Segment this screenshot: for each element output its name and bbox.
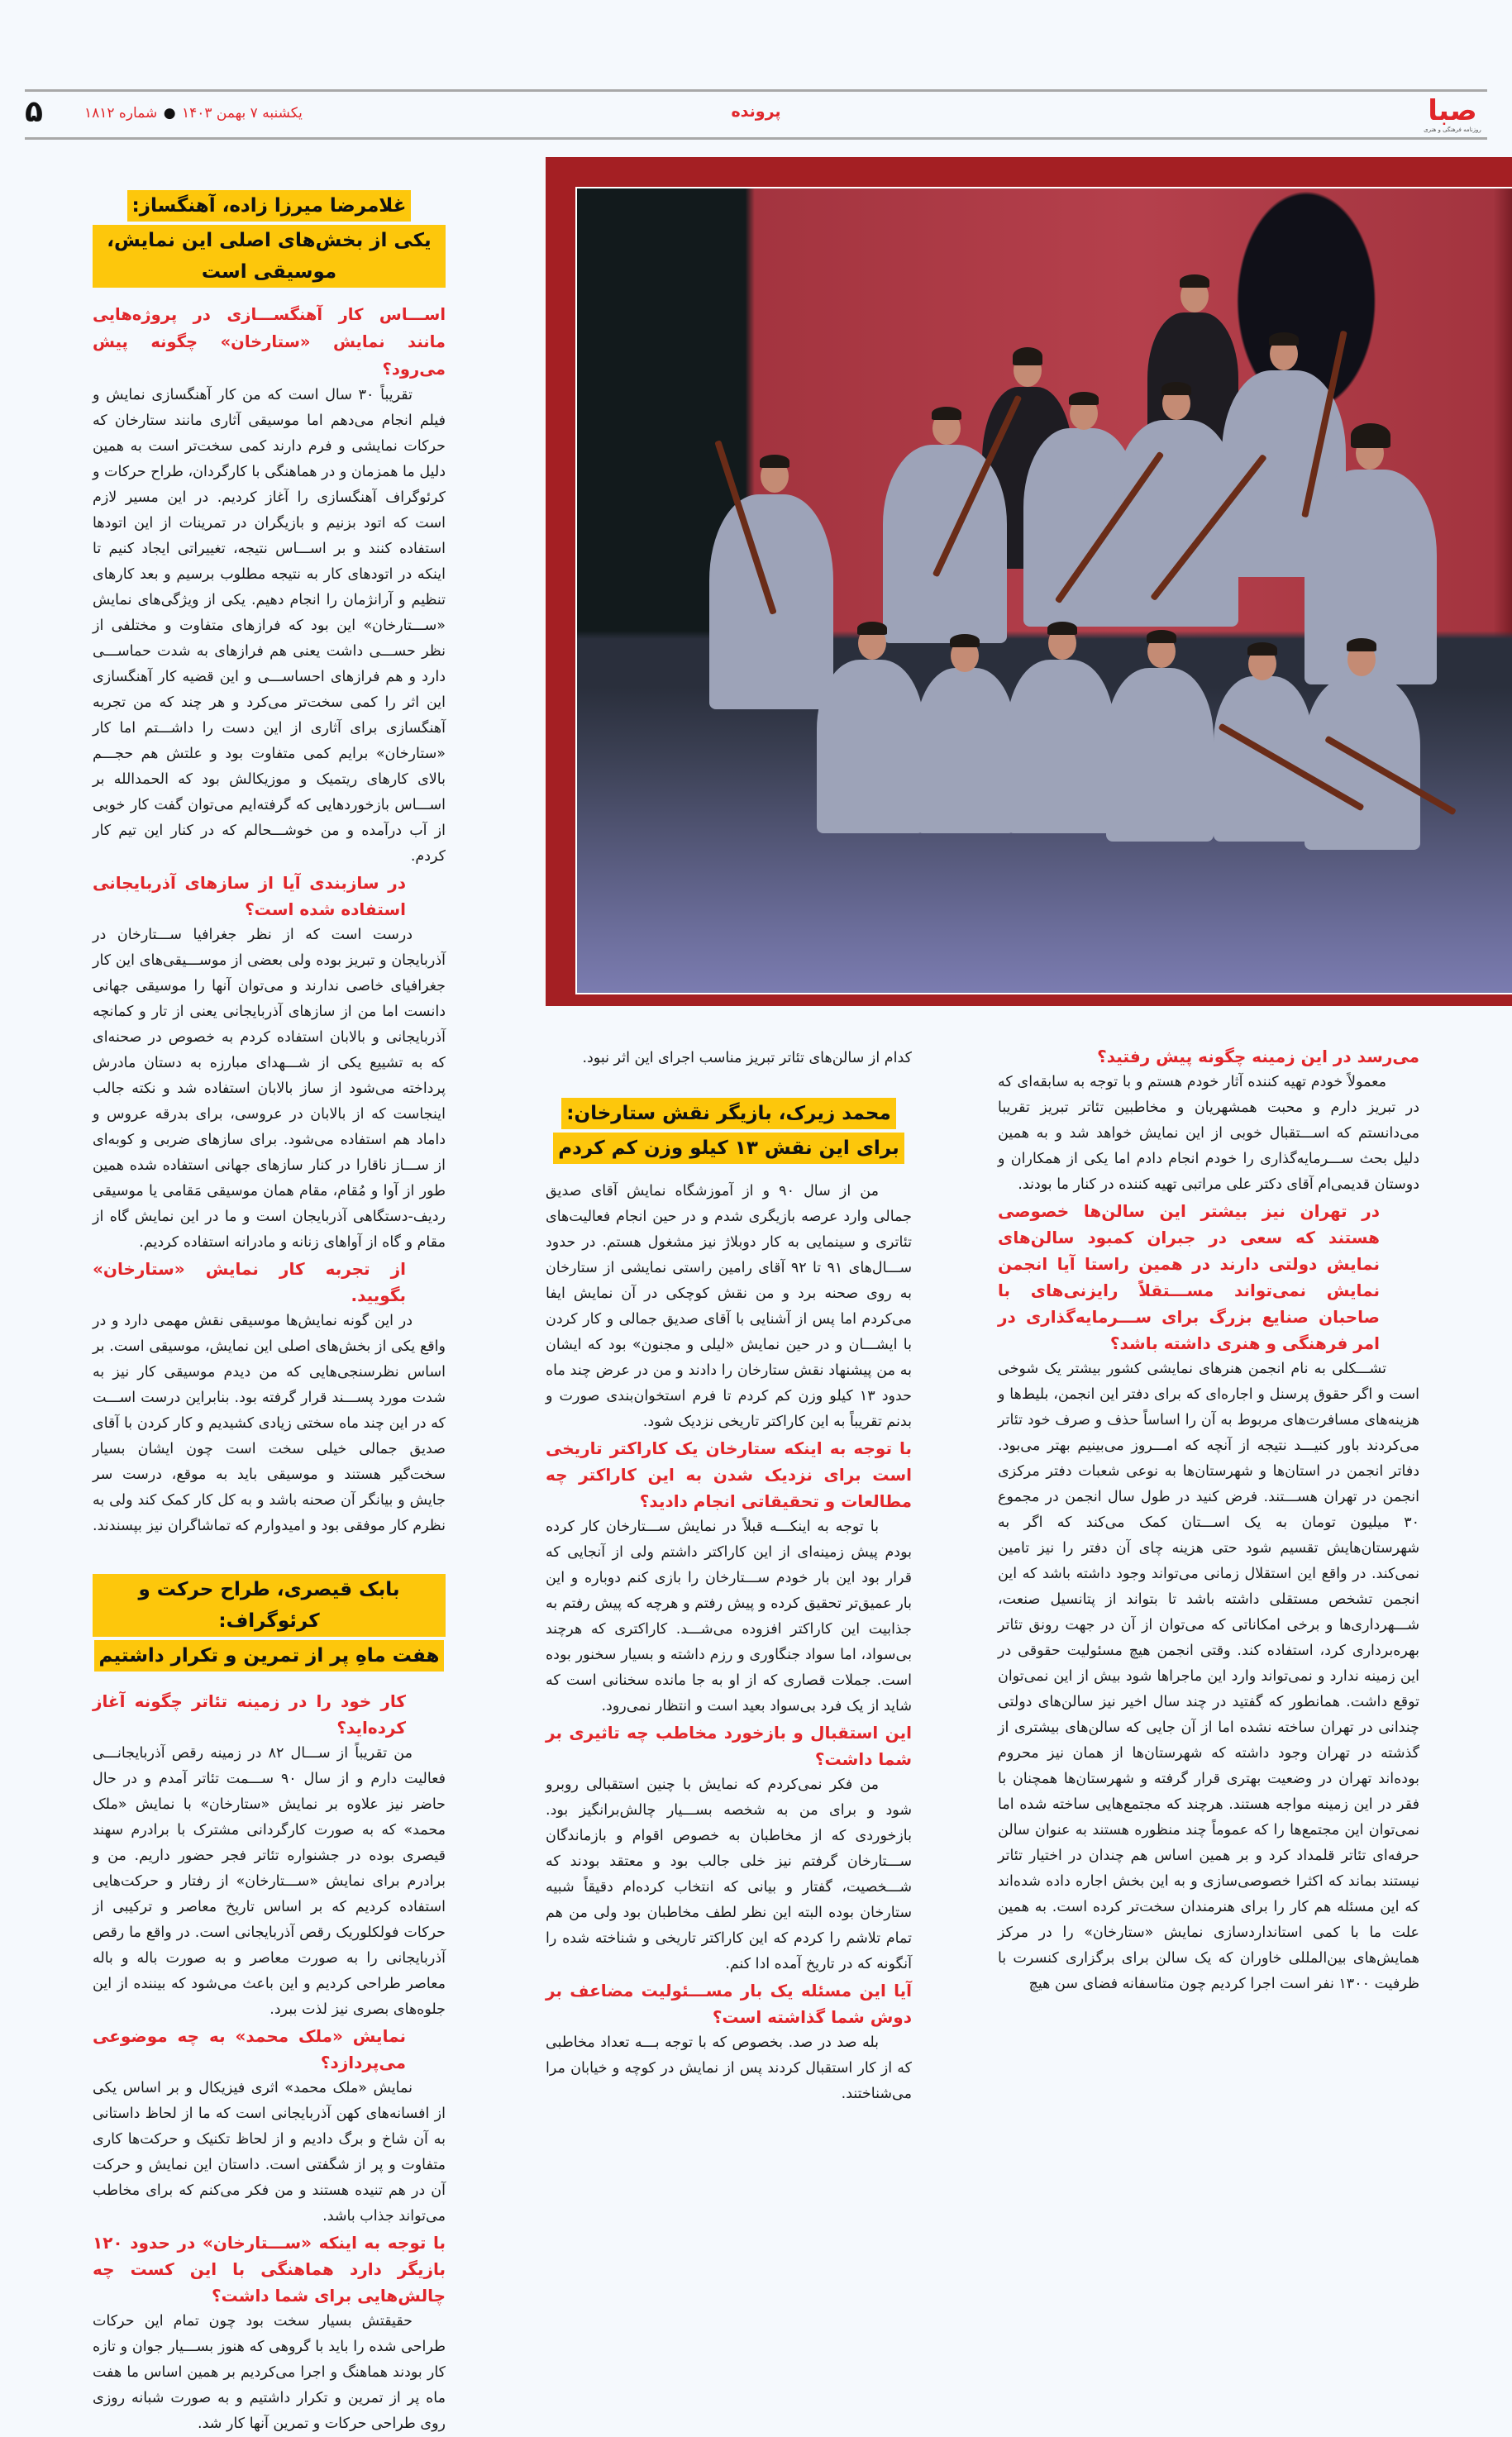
actor-hair <box>857 622 887 635</box>
section-title: پرونده <box>731 103 781 121</box>
actor-figure <box>1114 420 1238 627</box>
interview-answer: بله صد در صد. بخصوص که با توجه بـــه تعداد مخاطبی که از کار استقبال کردند پس از نمایش در کوچه و خیابان مرا می‌شناختند. <box>546 2034 912 2102</box>
actor-figure <box>883 445 1007 643</box>
interview-question: اســـاس کار آهنگســـازی در پروژه‌هایی مانند نمایش «ستارخان» چگونه پیش می‌رود؟ <box>93 305 446 379</box>
interview-question: این استقبال و بازخورد مخاطب چه تاثیری بر شما داشت؟ <box>546 1723 912 1769</box>
interview-answer: معمولاً خودم تهیه کننده آثار خودم هستم و با توجه به سابقه‌ای که در تبریز دارم و محبت همشهریان و مخاطبین تئاتر تبریز تقریبا می‌دانستم که اســـتقبال خوبی از این نمایش خواهد شد و به همین دلیل بحث ســـرمایه‌گذاری را خودم انجام دادم اما یکی از همکاران و دوستان قدیمی‌ام آقای دکتر علی مراتبی تهیه کننده در کنار ما بودند. <box>998 1074 1419 1193</box>
actor-hair <box>1180 274 1209 288</box>
actor-hair <box>1247 642 1277 656</box>
interview-question: کار خود را در زمینه تئاتر چگونه آغاز کرده‌اید؟ <box>93 1691 406 1738</box>
actor-figure <box>1214 676 1313 842</box>
interview-answer: تقریباً ۳۰ سال است که من کار آهنگسازی نمایش و فیلم انجام می‌دهم اما موسیقی آثاری مانند ستارخان که حرکات نمایشی و فرم دارند کمی سخت‌تر است به همین دلیل ما همزمان و در هماهنگی با کارگردان، طراح حرکات و کرئوگراف آهنگسازی را آغاز کردیم. در این مسیر لازم است که اتود بزنیم و بازیگران در تمرینات از این اتودها استفاده کنند و بر اســـاس نتیجه، تغییراتی ایجاد کنیم تا اینکه در اتودهای کار به نتیجه مطلوب برسیم و بعد کارهای تنظیم و آرانژمان را انجام دهیم. یکی از ویژگی‌های نمایش «ســـتارخان» این بود که فرازهای متفاوت و مختلفی از نظر حســـی داشت یعنی هم فرازهای به شدت حماســـی دارد و هم فرازهای احساســـی و این قضیه کار آهنگسازی این اثر را کمی سخت‌تر می‌کرد و هر چند که من تجربه آهنگسازی برای آثاری از این دست را داشـــتم اما کار «ستارخان» برایم کمی متفاوت بود و علتش هم حجـــم بالای کارهای ریتمیک و موزیکالش بود که الحمدالله بر اســـاس بازخوردهایی که گرفته‌ایم می‌توان گفت کار خوبی از آب درآمده و من خوشـــحالم که در کنار این تیم کار کردم. <box>93 387 446 865</box>
actor-figure <box>817 660 924 833</box>
dateline <box>84 105 303 122</box>
interview-question: می‌رسد در این زمینه چگونه پیش رفتید؟ <box>1097 1047 1419 1066</box>
actor-figure <box>1007 660 1114 833</box>
logo-wordmark: صبا <box>1428 94 1477 127</box>
interview-answer: با توجه به اینکـــه قبلاً در نمایش ســـتارخان کار کرده بودم پیش زمینه‌ای از این کاراکتر داشتم ولی از آنجایی که قرار بود این بار خودم ســـتارخان را بازی کنم دوباره و این بار عمیق‌تر تحقیق کرده و پیش رفتم و هرچه که پیش رفتم به جذابیت این کاراکتر افزوده می‌شـــد. کاراکتری که هرچند بی‌سواد، اما سواد جنگاوری و رزم داشته و بسیار سخنور بوده است. جملات قصاری که از او به جا مانده سخنانی است که شاید از یک فرد بی‌سواد بعید است و انتظار نمی‌رود. <box>546 1519 912 1714</box>
column-right <box>998 1043 1419 1997</box>
stage-photo <box>575 187 1512 994</box>
actor-hair <box>932 407 961 420</box>
interview-answer: در این گونه نمایش‌ها موسیقی نقش مهمی دارد و در واقع یکی از بخش‌های اصلی این نمایش، موسیقی است. بر اساس نظرسنجی‌هایی که من دیدم موسیقی کار نیز به شدت مورد پســـند قرار گرفته بود. بنابراین درست اســـت که در این چند ماه سختی زیادی کشیدیم و کار کردن با آقای صدیق جمالی خیلی سخت است چون ایشان بسیار سخت‌گیر هستند و موسیقی باید به موقع، درست سر جایش و بیانگر آن صحنه باشد و به کل کار کمک کند ولی به نظرم کار موفقی بود و امیدوارم که تماشاگران نیز بپسندند. <box>93 1313 446 1534</box>
interview-answer: حقیقتش بسیار سخت بود چون تمام این حرکات طراحی شده را باید با گروهی که هنوز بســـیار جوان و تازه کار بودند هماهنگ و اجرا می‌کردیم بر همین اساس ما هفت ماه پر از تمرین و تکرار داشتیم و به صورت شبانه روزی روی طراحی حرکات و تمرین آنها کار شد. <box>93 2313 446 2432</box>
interviewee-headline: محمد زیرک، بازیگر نقش ستارخان: <box>561 1098 895 1129</box>
interview-answer: تشـــکلی به نام انجمن هنرهای نمایشی کشور بیشتر یک شوخی است و اگر حقوق پرسنل و اجاره‌ای که برای دفتر این انجمن، بلیط‌ها و هزینه‌های مسافرت‌های مربوط به آن را اساساً حذف و صرف خود تئاتر می‌کردند باور کنیـــد نتیجه از آنچه که امـــروز می‌بینیم بهتر می‌بود. دفاتر انجمن در استان‌ها و شهرستان‌ها به نوعی شعبات دفتر مرکزی انجمن در تهران هســـتند. فرض کنید در طول سال انجمن در مجموع ۳۰ میلیون تومان به یک اســـتان کمک می‌کند که اگر به شهرستان‌هایش تقسیم شود حتی هزینه چای آن دفتر را نیز تامین نمی‌کند. در واقع این استقلال زمانی می‌تواند وجود داشته باشد که این انجمن تشخص مستقلی داشته باشد تا بتواند از پتانسیل صنعت، شـــهرداری‌ها و برخی امکاناتی که می‌توان از آن در جهت رونق تئاتر بهره‌برداری کرد، استفاده کند. وقتی انجمن هیچ مسئولیت حقوقی در این زمینه ندارد و نمی‌تواند وارد این ماجراها شود بیش از این نمی‌توان توقع داشت. همانطور که گفتید در چند سال اخیر نیز سالن‌های دولتی چندانی در تهران ساخته نشده اما از آن جایی که سالن‌های بیشتری از گذشته در تهران وجود داشته که شهرستان‌ها از همان نیز محروم بوده‌اند تهران در وضعیت بهتری قرار گرفته و شهرستان‌ها همچنان با فقر در این زمینه مواجه هستند. هرچند که مجتمع‌هایی ساخته شده اما نمی‌توان این مجتمع‌ها را که عموماً چند منظوره هستند به عنوان سالن حرفه‌ای تئاتر قلمداد کرد و بر همین اساس هم چندان در اختیار تئاتر نیستند بماند که اکثرا خصوصی‌سازی و به این بخش اجاره داده شده‌اند که این مسئله هم کار را برای هنرمندان سخت‌تر کرده است. به همین علت ما با کمی استانداردسازی نمایش «ستارخان» را در مرکز همایش‌های بین‌المللی خاوران که یک سالن برای برگزاری کنسرت با ظرفیت ۱۳۰۰ نفر است اجرا کردیم چون متاسفانه فضای سن هیچ <box>998 1361 1419 1992</box>
interview-question: از تجربه کار نمایش «ستارخان» بگویید. <box>93 1259 406 1305</box>
actor-hair <box>950 634 980 647</box>
interview-answer: من فکر نمی‌کردم که نمایش با چنین استقبالی روبرو شود و برای من به شخصه بســـیار چالش‌برانگیز بود. بازخوردی که از مخاطبان به خصوص اقوام و بازماندگان ســـتارخان گرفتم نیز خلی جالب بود و معتقد بودند که شـــخصیت، گفتار و بیانی که انتخاب کرده‌ام دقیقاً شبیه ستارخان بوده البته این نظر لطف مخاطبان بود ولی من هم تمام تلاشم را کردم که این کاراکتر تاریخی و شناخته شده را آنگونه که در تاریخ آمده ادا کنم. <box>546 1776 912 1972</box>
page-header <box>25 93 1487 137</box>
interview-question: در سازبندی آیا از سازهای آذربایجانی استفاده شده است؟ <box>93 873 406 919</box>
interview-question: با توجه به اینکه «ســـتارخان» در حدود ۱۲۰ بازیگر دارد هماهنگی با این کست چه چالش‌هایی برای شما داشت؟ <box>93 2233 446 2306</box>
actor-hair <box>1069 392 1099 405</box>
interview-answer: درست است که از نظر جغرافیا ســـتارخان در آذربایجان و تبریز بوده ولی بعضی از موســـیقی‌های این کار جغرافیای خاصی ندارند و می‌توان آنها را موسیقی جهانی دانست اما من از سازهای آذربایجانی یعنی از تار و کمانچه آذربایجانی و بالابان استفاده کردم به خصوص در صحنه‌ای که به تشییع یکی از شـــهدای مبارزه به دستان مادرش پرداخته می‌شود از ساز بالابان استفاده شد و نکته جالب اینجاست که از بالابان در عروسی، برای بدرقه عروس و داماد هم استفاده می‌شود. برای سازهای ضربی و کوبه‌ای از ســـاز ناقارا در کنار سازهای جهانی استفاده شده همین طور از آوا و مُقام، مقام همان موسیقی مَقامی یا موسیقی ردیف-دستگاهی آذربایجان است و ما در این نمایش گاه از مقام و گاه از آواهای زنانه و مادرانه استفاده کردیم. <box>93 927 446 1251</box>
interview-question: در تهران نیز بیشتر این سالن‌ها خصوصی هستند که سعی در جبران کمبود سالن‌های نمایش دولتی دارند در همین راستا آیا انجمن نمایش نمی‌تواند مســـتقلاً رایزنی‌های با صاحبان صنایع بزرگ برای ســـرمایه‌گذاری در امر فرهنگی و هنری داشته باشد؟ <box>998 1201 1380 1353</box>
actor-hair <box>760 455 789 468</box>
issue-date: یکشنبه ۷ بهمن ۱۴۰۳ <box>181 105 303 122</box>
photo-frame <box>546 157 1512 1006</box>
interview-question: نمایش «ملک محمد» به چه موضوعی می‌پردازد؟ <box>93 2026 406 2072</box>
actor-hat <box>1013 347 1042 365</box>
actor-hair <box>1161 382 1191 395</box>
interviewee-headline: غلامرضا میرزا زاده، آهنگساز: <box>127 190 412 222</box>
column-middle <box>546 1046 912 2107</box>
actor-hair <box>1269 332 1299 346</box>
column-left <box>93 188 446 2437</box>
actor-figure <box>1106 668 1214 842</box>
page-number: ۵ <box>25 95 43 129</box>
header-top-rule <box>25 89 1487 92</box>
header-bottom-rule <box>25 137 1487 140</box>
separator-dot-icon: ● <box>163 105 176 122</box>
interview-question: با توجه به اینکه ستارخان یک کاراکتر تاریخی است برای نزدیک شدن به این کاراکتر چه مطالعات و تحقیقاتی انجام دادید؟ <box>546 1438 912 1511</box>
issue-number: شماره ۱۸۱۲ <box>84 105 158 122</box>
logo-subtitle: روزنامه فرهنگی و هنری <box>1424 126 1481 133</box>
interview-headline: هفت ماهِ پر از تمرین و تکرار داشتیم <box>94 1640 445 1672</box>
interview-answer: نمایش «ملک محمد» اثری فیزیکال و بر اساس یکی از افسانه‌های کهن آذربایجانی است که ما از لحاظ داستانی به آن شاخ و برگ دادیم و از لحاظ تکنیک و حرکت‌ها کاری متفاوت و پر از شگفتی است. داستان این نمایش و حرکت آن در هم تنیده هستند و من فکر می‌کنم که برای مخاطب می‌تواند جذاب باشد. <box>93 2080 446 2225</box>
interview-answer: من از سال ۹۰ و از آموزشگاه نمایش آقای صدیق جمالی وارد عرصه بازیگری شدم و در حین انجام فعالیت‌های تئاتری و سینمایی به کار دوبلاژ نیز مشغول هستم. در حدود ســـال‌های ۹۱ تا ۹۲ آقای رامین راستی نمایشی از ستارخان به روی صحنه برد و من نقش کوچکی در آن نمایش ایفا می‌کردم اما پس از آشنایی با آقای صدیق جمالی و کار کردن با ایشـــان و در حین نمایش «لیلی و مجنون» بود که ایشان به من پیشنهاد نقش ستارخان را دادند و من در عرض چند ماه حدود ۱۳ کیلو وزن کم کردم تا فرم استخوان‌بندی صورت و بدنم تقریباً به این کاراکتر تاریخی نزدیک شود. <box>546 1183 912 1430</box>
interview-question: آیا این مسئله یک بار مســـئولیت مضاعف بر دوش شما گذاشته است؟ <box>546 1981 912 2027</box>
actor-figure <box>916 668 1015 833</box>
interview-headline: یکی از بخش‌های اصلی این نمایش، موسیقی است <box>93 225 446 288</box>
interview-headline: برای این نقش ۱۳ کیلو وزن کم کردم <box>553 1133 904 1164</box>
actor-hair <box>1351 423 1390 448</box>
continued-text: کدام از سالن‌های تئاتر تبریز مناسب اجرای این اثر نبود. <box>582 1050 912 1066</box>
newspaper-logo[interactable] <box>1423 96 1482 136</box>
interviewee-headline: بابک قیصری، طراح حرکت و کرئوگراف: <box>93 1574 446 1637</box>
actor-hair <box>1147 630 1176 643</box>
interview-answer: من تقریباً از ســـال ۸۲ در زمینه رقص آذربایجانـــی فعالیت دارم و از سال ۹۰ ســـمت تئاتر آمدم و در حال حاضر نیز علاوه بر نمایش «ستارخان» با نمایش «ملک محمد» که به صورت کارگردانی مشترک با برادرم سهند قیصری بوده در جشنواره تئاتر فجر حضور داریم. من و برادرم برای نمایش «ســـتارخان» از رفتار و حرکت‌هایی استفاده کردیم که بر اساس تاریخ معاصر و ترکیبی از حرکات فولکلوریک رقص آذربایجانی است. در واقع ما رقص آذربایجانی را به صورت معاصر و به صورت باله و باله معاصر طراحی کردیم و این باعث می‌شود که بیننده از این جلوه‌های بصری نیز لذت ببرد. <box>93 1745 446 2018</box>
actor-hair <box>1347 638 1376 651</box>
actor-hair <box>1047 622 1077 635</box>
